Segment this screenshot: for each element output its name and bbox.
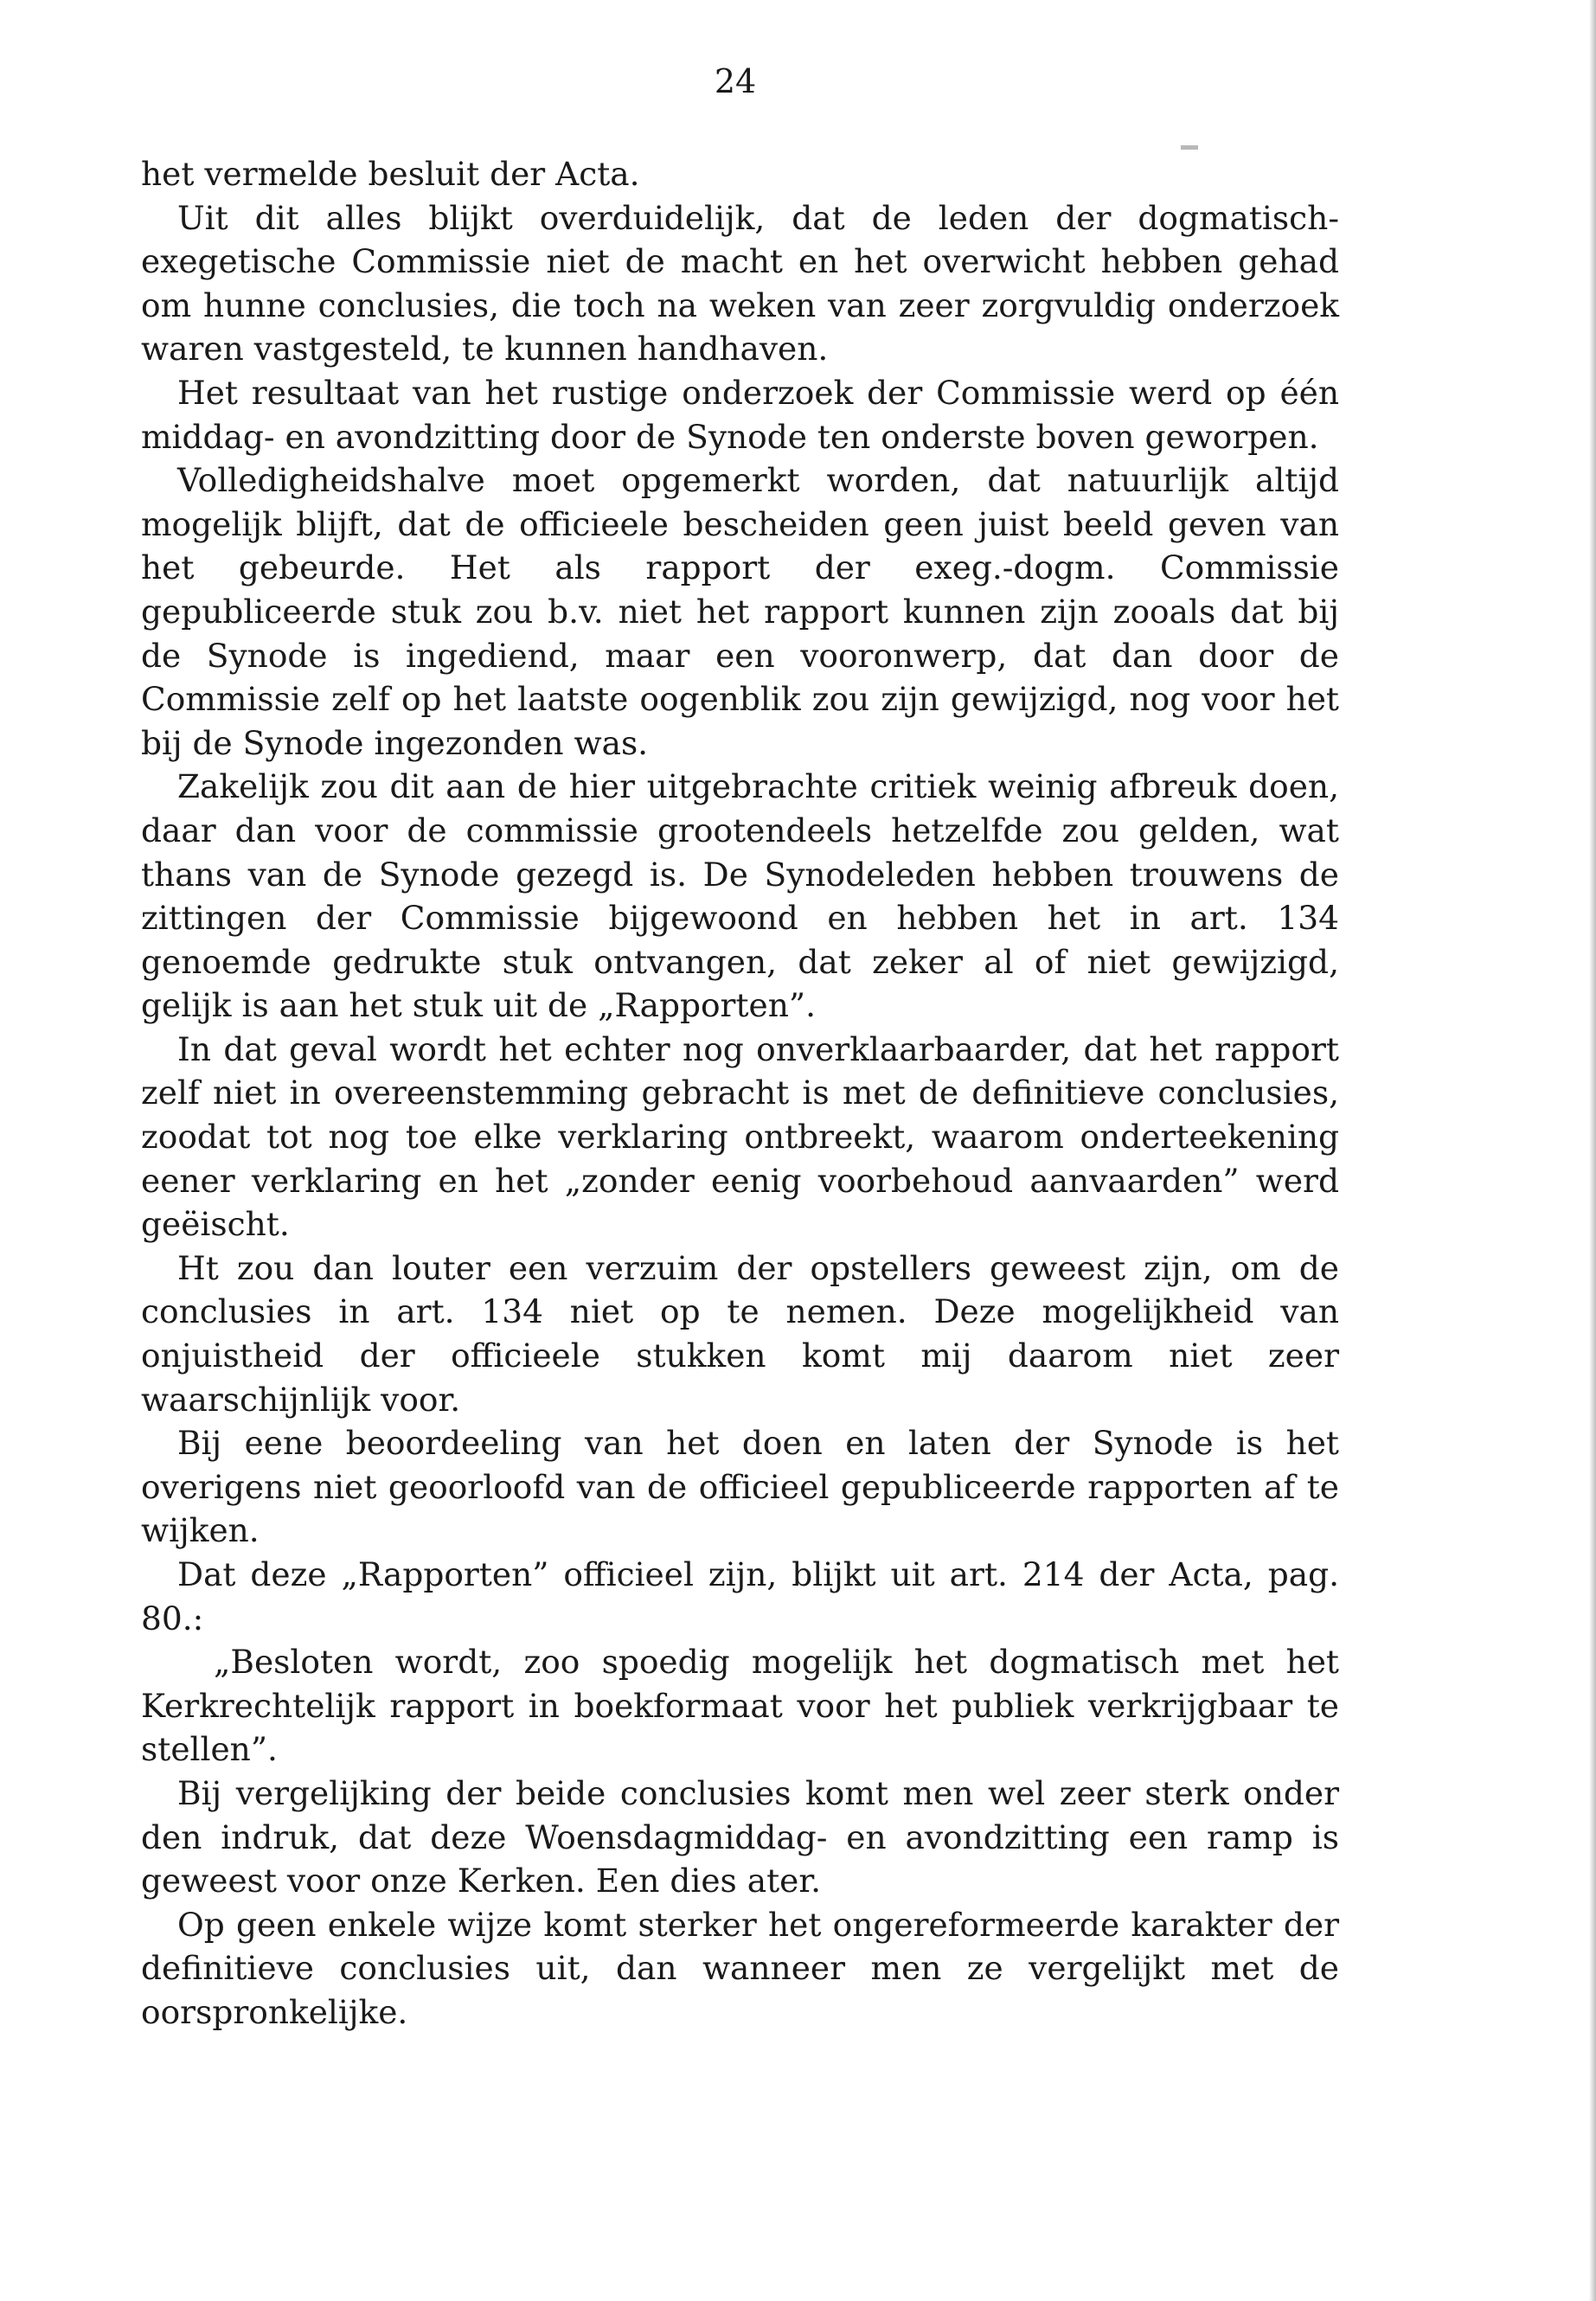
- paragraph: Volledigheidshalve moet opgemerkt worden, dat natuurlijk altijd mogelijk blijft, dat de officieele bescheiden geen juist beeld geven van het gebeurde. Het als rapport der exeg.-dogm. Commissie gepubliceerde stuk zou b.v. niet het rapport kunnen zijn zooals dat bij de Synode is ingediend, maar een vooronwerp, dat dan door de Commissie zelf op het laatste oogenblik zou zijn gewijzigd, nog voor het bij de Synode ingezonden was.: [141, 461, 1339, 762]
- scan-edge: [1589, 0, 1596, 2301]
- paragraph: Bij vergelijking der beide conclusies komt men wel zeer sterk onder den indruk, dat deze Woensdagmiddag- en avondzitting een ramp is geweest voor onze Kerken. Een dies ater.: [141, 1773, 1339, 1900]
- paragraph: Op geen enkele wijze komt sterker het ongereformeerde karakter der definitieve conclusies uit, dan wanneer men ze vergelijkt met de oorspronkelijke.: [141, 1905, 1339, 2031]
- paragraph: Uit dit alles blijkt overduidelijk, dat de leden der dogmatisch-exegetische Commissie niet de macht en het overwicht hebben gehad om hunne conclusies, die toch na weken van zeer zorgvuldig onderzoek waren vastgesteld, te kunnen handhaven.: [141, 198, 1339, 369]
- paragraph: Zakelijk zou dit aan de hier uitgebrachte critiek weinig afbreuk doen, daar dan voor de commissie grootendeels hetzelfde zou gelden, wat thans van de Synode gezegd is. De Synodeleden hebben trouwens de zittingen der Commissie bijgewoond en hebben het in art. 134 genoemde gedrukte stuk ontvangen, dat zeker al of niet gewijzigd, gelijk is aan het stuk uit de „Rapporten”.: [141, 767, 1339, 1025]
- paragraph: Ht zou dan louter een verzuim der opstellers geweest zijn, om de conclusies in art. 134 niet op te nemen. Deze mogelijkheid van onjuistheid der officieele stukken komt mij daarom niet zeer waarschijnlijk voor.: [141, 1248, 1339, 1419]
- dash-mark: [1181, 145, 1198, 150]
- paragraph: Bij eene beoordeeling van het doen en laten der Synode is het overigens niet geoorloofd van de officieel gepubliceerde rapporten af te wijken.: [141, 1424, 1339, 1550]
- page-body: [141, 152, 1339, 2035]
- paragraph: In dat geval wordt het echter nog onverklaarbaarder, dat het rapport zelf niet in overeenstemming gebracht is met de definitieve conclusies, zoodat tot nog toe elke verklaring ontbreekt, waarom onderteekening eener verklaring en het „zonder eenig voorbehoud aanvaarden” werd geëischt.: [141, 1029, 1339, 1244]
- paragraph-continuation: het vermelde besluit der Acta.: [141, 155, 640, 193]
- paragraph: Dat deze „Rapporten” officieel zijn, blijkt uit art. 214 der Acta, pag. 80.:: [141, 1555, 1339, 1638]
- page-number: 24: [714, 62, 757, 100]
- block-quote: „Besloten wordt, zoo spoedig mogelijk het dogmatisch met het Kerkrechtelijk rapport in boekformaat voor het publiek verkrijgbaar te stellen”.: [141, 1643, 1339, 1769]
- paragraph: Het resultaat van het rustige onderzoek der Commissie werd op één middag- en avondzitting door de Synode ten onderste boven geworpen.: [141, 373, 1339, 456]
